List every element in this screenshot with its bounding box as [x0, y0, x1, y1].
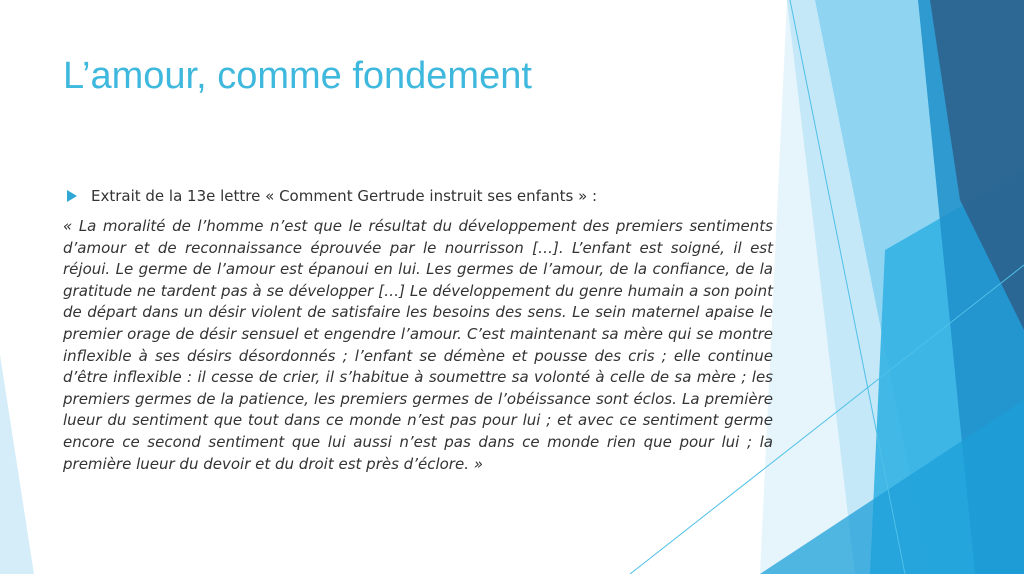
bullet-text: Extrait de la 13e lettre « Comment Gertrude instruit ses enfants » : — [91, 187, 598, 205]
bullet-item — [63, 184, 763, 208]
slide-title: L’amour, comme fondement — [63, 55, 532, 97]
quote-paragraph: « La moralité de l’homme n’est que le résultat du développement des premiers sentiments d’amour et de reconnaissance éprouvée par le nourrisson […]. L’enfant est soigné, il est réjoui. Le germe de l’amour est épanoui en lui. Les germes de l’amour, de la confiance, de la gratitude ne tardent pas à se développer […] Le développement du genre humain a son point de départ dans un désir violent de satisfaire les besoins des sens. Le sein maternel apaise le premier orage de désir sensuel et engendre l’amour. C’est maintenant sa mère qui se montre inflexible à ses désirs désordonnés ; l’enfant se démène et pousse des cris ; elle continue d’être inflexible : il cesse de crier, il s’habitue à soumettre sa volonté à celle de sa mère ; les premiers germes de la patience, les premiers germes de l’obéissance sont éclos. La première lueur du sentiment que tout dans ce monde n’est pas pour lui ; et avec ce sentiment germe encore ce second sentiment que lui aussi n’est pas dans ce monde rien que pour lui ; la première lueur du devoir et du droit est près d’éclore. » — [63, 217, 773, 473]
triangle-bullet-icon — [67, 190, 77, 202]
left-edge-shape — [0, 355, 34, 574]
